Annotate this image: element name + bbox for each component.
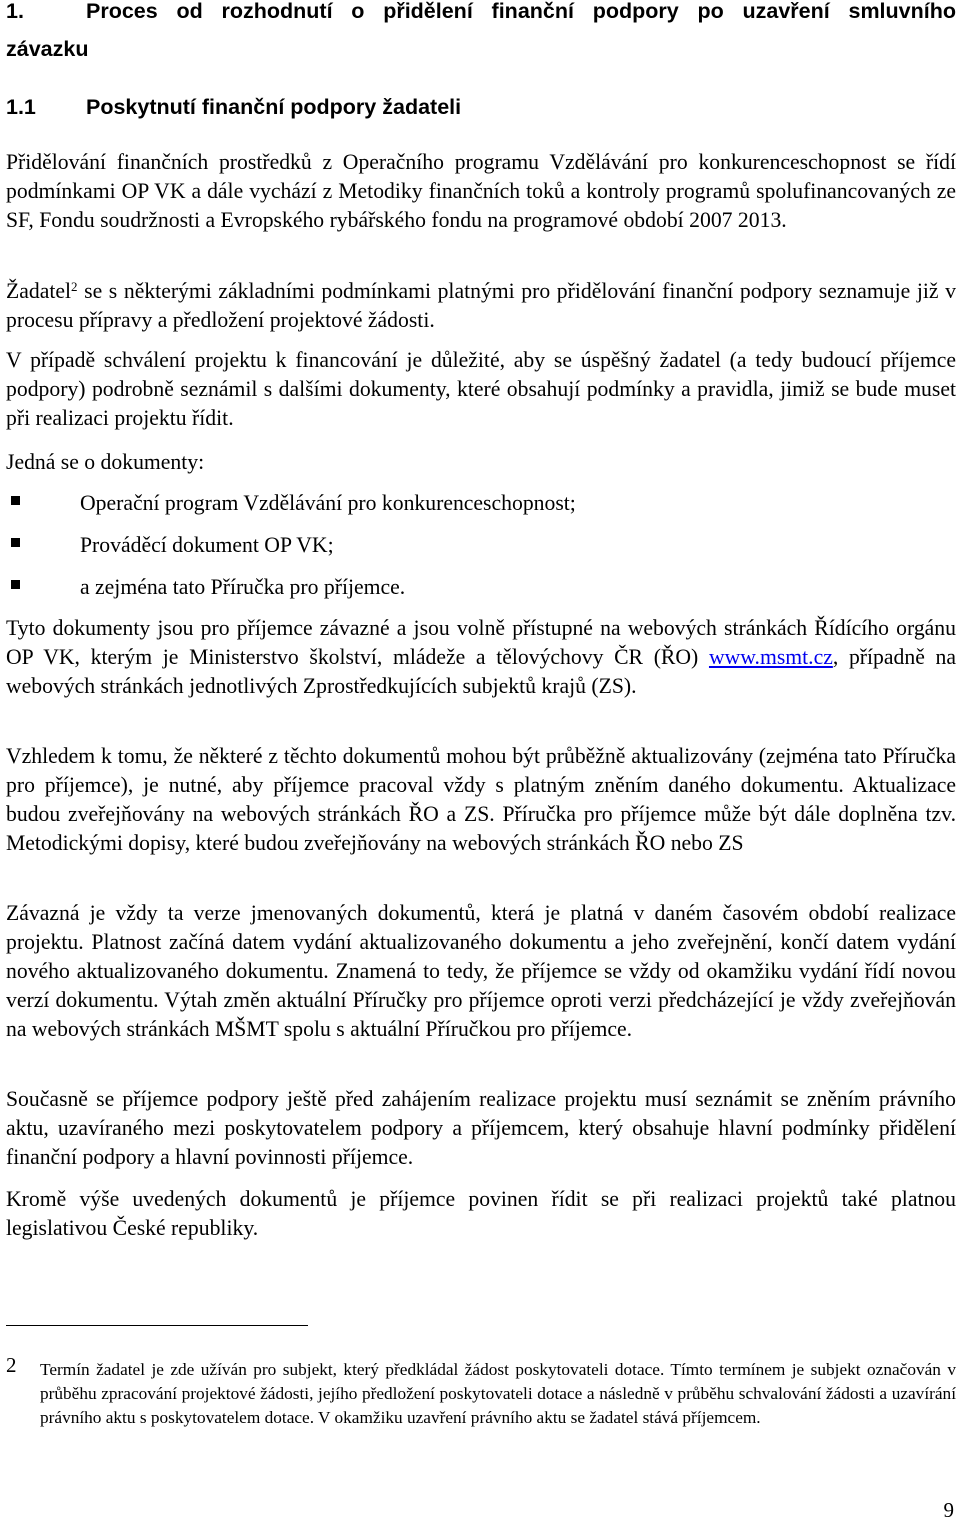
heading-title: Proces od rozhodnutí o přidělení finanční podpory po uzavření smluvního závazku <box>6 0 956 61</box>
paragraph-text: Tyto dokumenty jsou pro příjemce závazné a jsou volně přístupné na webových stránkách Řídícího orgánu OP VK, kterým je Ministerstvo školství, mládeže a tělovýchovy ČR (ŘO) <box>6 616 956 669</box>
heading-number: 1.1 <box>6 95 36 119</box>
list-item-text: Operační program Vzdělávání pro konkurenceschopnost; <box>80 491 576 515</box>
heading-section-1-1 <box>6 88 956 126</box>
list-item <box>0 485 760 527</box>
footnote-reference[interactable]: 2 <box>71 279 78 294</box>
heading-title: Poskytnutí finanční podpory žadateli <box>86 95 462 119</box>
square-bullet-icon <box>11 538 20 547</box>
paragraph-document-updates: Vzhledem k tomu, že některé z těchto dokumentů mohou být průběžně aktualizovány (zejména tato Příručka pro příjemce), je nutné, aby příjemce pracoval vždy s platným zněním daného dokumentu. Aktualizace budou zveřejňovány na webových stránkách ŘO a ZS. Příručka pro příjemce může být dále doplněna tzv. Metodickými dopisy, které budou zveřejňovány na webových stránkách ŘO nebo ZS <box>6 744 956 855</box>
paragraph-approval-documents: V případě schválení projektu k financování je důležité, aby se úspěšný žadatel (a tedy budoucí příjemce podpory) podrobně seznámil s dalšími dokumenty, které obsahují podmínky a pravidla, jimiž se bude muset při realizaci projektu řídit. <box>6 348 956 430</box>
square-bullet-icon <box>11 496 20 505</box>
page-number: 9 <box>943 1498 954 1522</box>
footnote-number: 2 <box>6 1353 17 1377</box>
list-item <box>0 569 760 611</box>
msmt-website-link[interactable]: www.msmt.cz <box>708 645 833 669</box>
documents-list <box>0 485 760 611</box>
heading-number: 1. <box>6 0 24 23</box>
paragraph-text: se s některými základními podmínkami platnými pro přidělování finanční podpory seznamuje již v procesu přípravy a předložení projektové žádosti. <box>6 279 956 332</box>
paragraph-text: Žadatel <box>6 279 72 303</box>
paragraph-legal-act: Současně se příjemce podpory ještě před zahájením realizace projektu musí seznámit se zněním právního aktu, uzavíraného mezi poskytovatelem podpory a příjemcem, který obsahuje hlavní podmínky přidělení finanční podpory a hlavní povinnosti příjemce. <box>6 1087 956 1169</box>
list-item-text: Prováděcí dokument OP VK; <box>80 533 334 557</box>
square-bullet-icon <box>11 580 20 589</box>
paragraph-documents-availability <box>6 614 956 701</box>
list-item-text: a zejména tato Příručka pro příjemce. <box>80 575 406 599</box>
heading-section-1 <box>6 0 956 68</box>
list-item <box>0 527 760 569</box>
paragraph-applicant-conditions <box>6 277 956 335</box>
paragraph-text: , případně na webových stránkách jednotlivých Zprostředkujících subjektů krajů (ZS). <box>6 645 956 698</box>
footnote-separator <box>6 1325 308 1326</box>
paragraph-binding-version: Závazná je vždy ta verze jmenovaných dokumentů, která je platná v daném časovém období realizace projektu. Platnost začíná datem vydání aktualizovaného dokumentu a jeho zveřejnění, končí datem vydání nového aktualizovaného dokumentu. Znamená to tedy, že příjemce se vždy od okamžiku vydání řídí novou verzí dokumentu. Výtah změn aktuální Příručky pro příjemce oproti verzi předcházející je vždy zveřejňován na webových stránkách MŠMT spolu s aktuální Příručkou pro příjemce. <box>6 901 956 1041</box>
paragraph-documents-intro: Jedná se o dokumenty: <box>6 450 205 474</box>
paragraph-funding-rules: Přidělování finančních prostředků z Operačního programu Vzdělávání pro konkurenceschopnost se řídí podmínkami OP VK a dále vychází z Metodiky finančních toků a kontroly programů spolufinancovaných ze SF, Fondu soudržnosti a Evropského rybářského fondu na programové období 2007 2013. <box>6 150 956 232</box>
footnote-text: Termín žadatel je zde užíván pro subjekt, který předkládal žádost poskytovateli dotace. Tímto termínem je subjekt označován v průběhu zpracování projektové žádosti, jejího předložení poskytovateli dotace a následně v průběhu schvalování žádosti a uzavírání právního aktu s poskytovatelem dotace. V okamžiku uzavření právního aktu se žadatel stává příjemcem. <box>40 1360 956 1427</box>
paragraph-legislation: Kromě výše uvedených dokumentů je příjemce povinen řídit se při realizaci projektů také platnou legislativou České republiky. <box>6 1187 956 1240</box>
